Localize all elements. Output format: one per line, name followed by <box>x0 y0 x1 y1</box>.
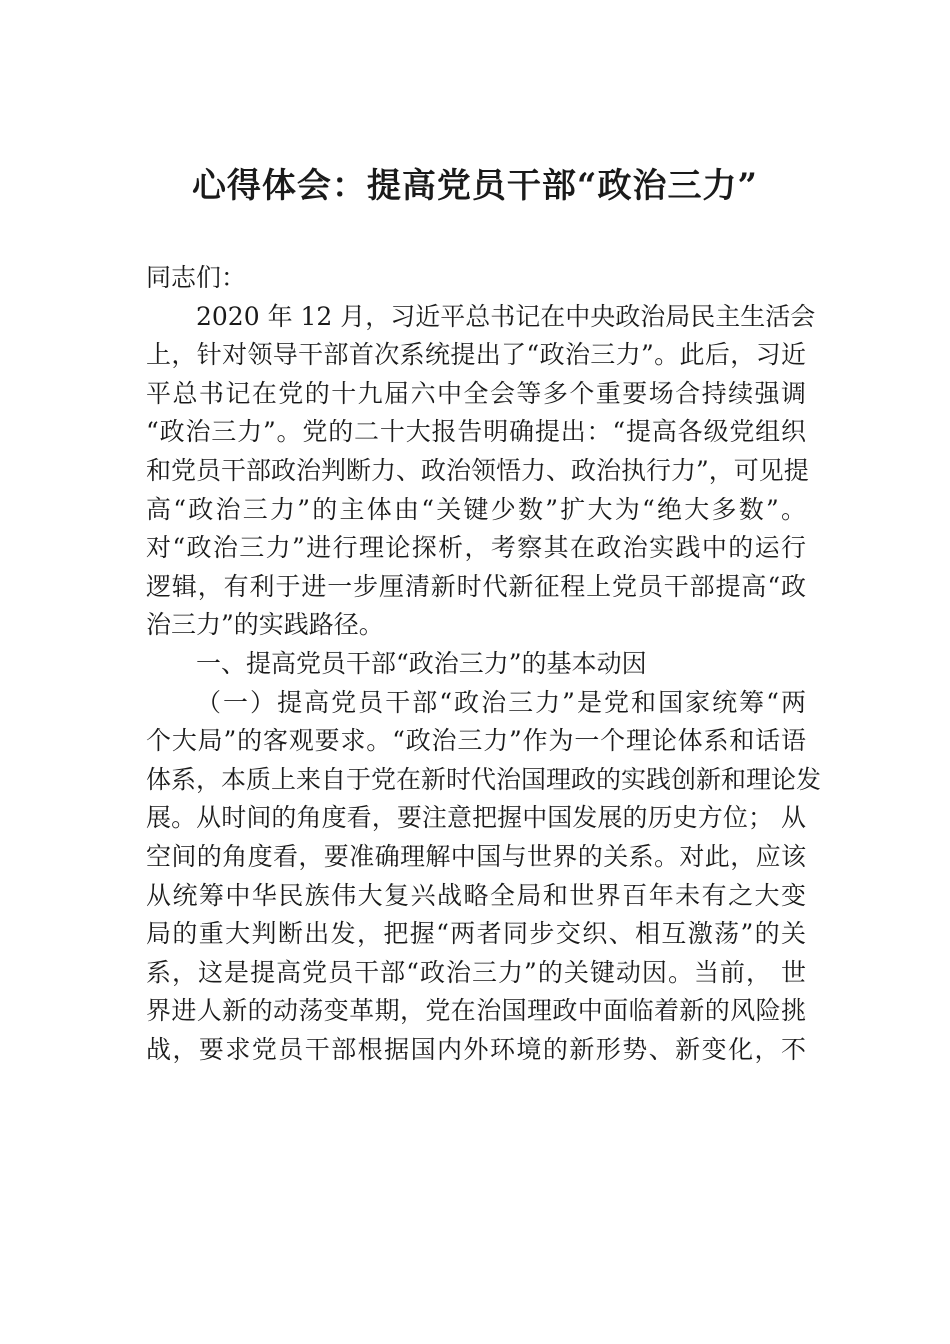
text-line: “政治三力”。党的二十大报告明确提出：“提高各级党组织 <box>146 417 806 447</box>
text-line: 系，这是提高党员干部“政治三力”的关键动因。当前， 世 <box>146 957 806 987</box>
text-line: 展。从时间的角度看，要注意把握中国发展的历史方位； 从 <box>146 803 806 833</box>
text-line: 个大局”的客观要求。“政治三力”作为一个理论体系和话语 <box>146 726 806 756</box>
text-line: 局的重大判断出发，把握“两者同步交织、相互激荡”的关 <box>146 919 806 949</box>
text-line: 平总书记在党的十九届六中全会等多个重要场合持续强调 <box>146 378 806 408</box>
text-line: （一）提高党员干部“政治三力”是党和国家统筹“两 <box>196 687 806 717</box>
text-line: 治三力”的实践路径。 <box>146 610 384 640</box>
text-line: 界进人新的动荡变革期，党在治国理政中面临着新的风险挑 <box>146 996 806 1026</box>
text-line: 从统筹中华民族伟大复兴战略全局和世界百年未有之大变 <box>146 880 806 910</box>
text-line: 高“政治三力”的主体由“关键少数”扩大为“绝大多数”。 <box>146 494 806 524</box>
text-line: 同志们： <box>146 263 247 292</box>
document-body <box>146 259 822 1069</box>
text-line: 逻辑，有利于进一步厘清新时代新征程上党员干部提高“政 <box>146 571 806 601</box>
text-line: 上，针对领导干部首次系统提出了“政治三力”。此后，习近 <box>146 340 806 370</box>
text-line: 战，要求党员干部根据国内外环境的新形势、新变化，不 <box>146 1034 806 1064</box>
text-line: 一、提高党员干部“政治三力”的基本动因 <box>196 648 647 678</box>
text-line: 2020 年 12 月，习近平总书记在中央政治局民主生活会 <box>196 301 816 331</box>
text-line: 空间的角度看，要准确理解中国与世界的关系。对此，应该 <box>146 841 806 871</box>
text-line: 对“政治三力”进行理论探析，考察其在政治实践中的运行 <box>146 533 806 563</box>
text-line: 和党员干部政治判断力、政治领悟力、政治执行力”，可见提 <box>146 455 809 485</box>
text-line: 体系，本质上来自于党在新时代治国理政的实践创新和理论发 <box>146 764 822 794</box>
document-title: 心得体会：提高党员干部“政治三力” <box>191 166 759 206</box>
